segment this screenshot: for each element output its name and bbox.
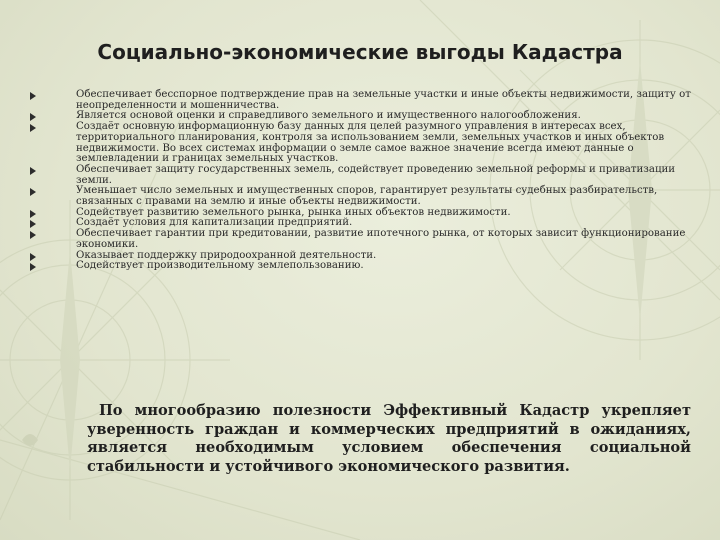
list-item-text: Содействует развитию земельного рынка, рынка иных объектов недвижимости. <box>76 206 511 218</box>
list-item <box>30 186 702 207</box>
triangle-bullet-icon <box>30 113 36 121</box>
triangle-bullet-icon <box>30 167 36 175</box>
conclusion-paragraph: По многообразию полезности Эффективный Кадастр укрепляет уверенность граждан и коммерческих предприятий в ожиданиях, является необходимым условием обеспечения социальной стабильности и устойчивого экономического развития. <box>87 402 691 475</box>
list-item <box>30 229 702 250</box>
triangle-bullet-icon <box>30 263 36 271</box>
list-item-text: Обеспечивает защиту государственных земель, содействует проведению земельной реформы и приватизации земли. <box>76 163 676 186</box>
triangle-bullet-icon <box>30 253 36 261</box>
triangle-bullet-icon <box>30 220 36 228</box>
triangle-bullet-icon <box>30 210 36 218</box>
list-item-text: Обеспечивает гарантии при кредитовании, развитие ипотечного рынка, от которых зависит функционирование экономики. <box>76 228 686 250</box>
triangle-bullet-icon <box>30 188 36 196</box>
list-item-text: Оказывает поддержку природоохранной деятельности. <box>76 249 377 261</box>
slide-title: Социально-экономические выгоды Кадастра <box>97 40 623 64</box>
list-item-text: Создаёт условия для капитализации предприятий. <box>76 217 353 229</box>
list-item-text: Уменьшает число земельных и имущественных споров, гарантирует результаты судебных разбирательств, связанных с правами на землю и иные объекты недвижимости. <box>76 185 658 208</box>
triangle-bullet-icon <box>30 92 36 100</box>
benefits-list <box>30 90 702 272</box>
list-item <box>30 90 702 111</box>
triangle-bullet-icon <box>30 124 36 132</box>
triangle-bullet-icon <box>30 231 36 239</box>
list-item-text: Является основой оценки и справедливого земельного и имущественного налогообложения. <box>76 110 581 122</box>
list-item <box>30 165 702 186</box>
list-item-text: Обеспечивает бесспорное подтверждение прав на земельные участки и иные объекты недвижимости, защиту от неопределенности и мошенничества. <box>76 89 691 111</box>
list-item <box>30 261 702 272</box>
list-item-text: Создаёт основную информационную базу данных для целей разумного управления в интересах всех, территориального планирования, контроля за использованием земли, земельных участков и иных объектов недвижимости. Во всех системах информации о земле самое важное значение всегда имеют данные о землевладении и границах земельных участков. <box>76 121 665 165</box>
list-item-text: Содействует производительному землепользованию. <box>76 260 364 272</box>
list-item <box>30 122 702 165</box>
